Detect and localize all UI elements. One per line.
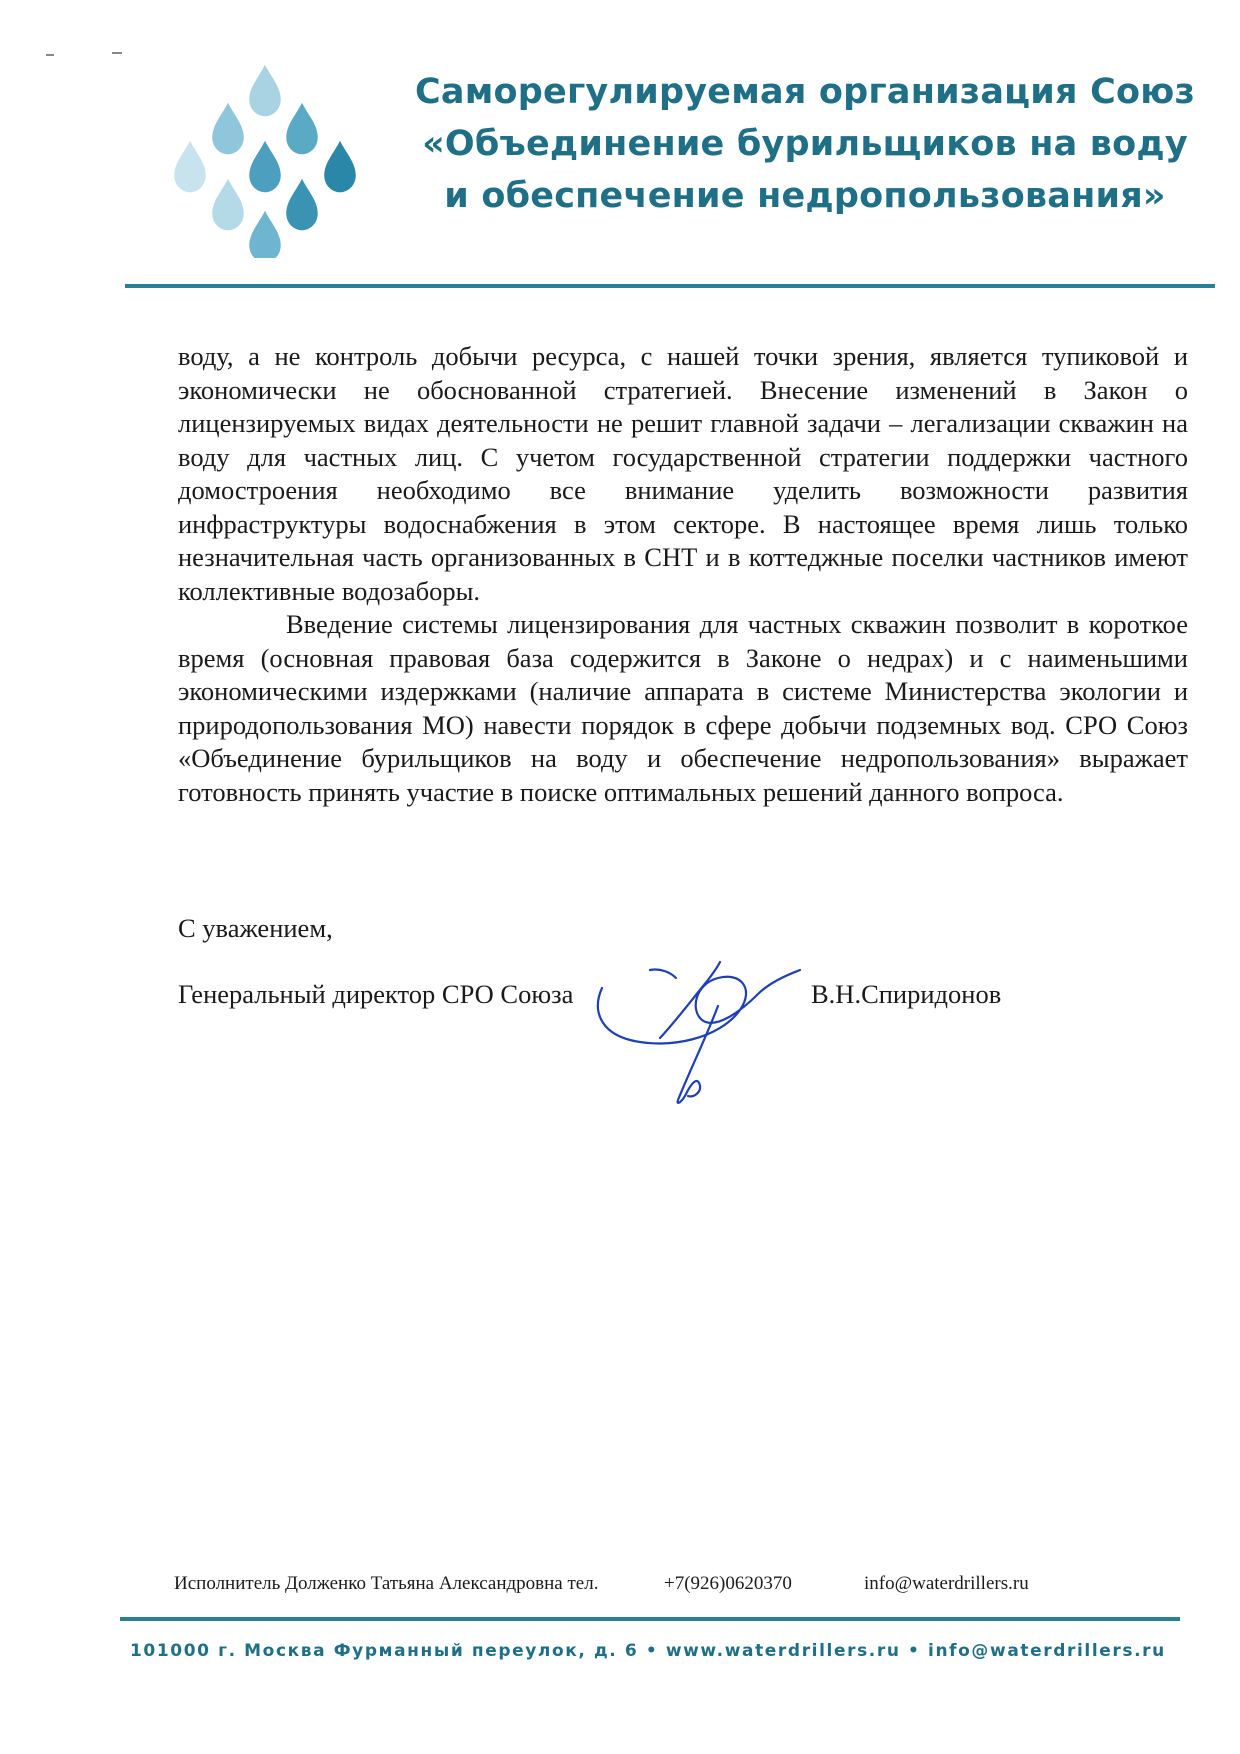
body-paragraph: воду, а не контроль добычи ресурса, с нашей точки зрения, является тупиковой и экономически не обоснованной стратегией. Внесение изменений в Закон о лицензируемых видах деятельности не решит главной задачи – легализации скважин на воду для частных лиц. С учетом государственной стратегии поддержки частного домостроения необходимо все внимание уделить возможности развития инфраструктуры водоснабжения в этом секторе. В настоящее время лишь только незначительная часть организованных в СНТ и в коттеджные поселки частников имеют коллективные водозаборы. (178, 341, 1188, 606)
body-paragraph: Введение системы лицензирования для частных скважин позволит в короткое время (основная правовая база содержится в Законе о недрах) и с наименьшими экономическими издержками (наличие аппарата в системе Министерства экологии и природопользования МО) навести порядок в сфере добычи подземных вод. СРО Союз «Объединение бурильщиков на воду и обеспечение недропользования» выражает готовность принять участие в поиске оптимальных решений данного вопроса. (178, 609, 1188, 807)
header-divider (125, 284, 1215, 288)
salutation: С уважением, (178, 913, 333, 943)
footer-divider (120, 1617, 1180, 1621)
organization-title-line: Саморегулируемая организация Союз (415, 72, 1195, 112)
footer-address: 101000 г. Москва Фурманный переулок, д. 6 • www.waterdrillers.ru • info@waterdrillers.ru (130, 1641, 1166, 1661)
organization-title-line: «Объединение бурильщиков на воду (422, 124, 1188, 164)
scan-mark (112, 52, 122, 54)
organization-title-line: и обеспечение недропользования» (444, 176, 1166, 216)
scan-mark (46, 54, 54, 56)
letter-body (178, 340, 1188, 809)
water-drops-logo-icon (160, 58, 370, 258)
executor-email: info@waterdrillers.ru (864, 1573, 1029, 1594)
executor-label: Исполнитель Долженко Татьяна Александровна тел. (174, 1573, 599, 1594)
executor-phone: +7(926)0620370 (664, 1573, 792, 1594)
organization-title (390, 66, 1220, 222)
signatory-name: В.Н.Спиридонов (811, 979, 1002, 1009)
signatory-position: Генеральный директор СРО Союза (178, 979, 574, 1009)
handwritten-signature-icon (590, 950, 810, 1110)
